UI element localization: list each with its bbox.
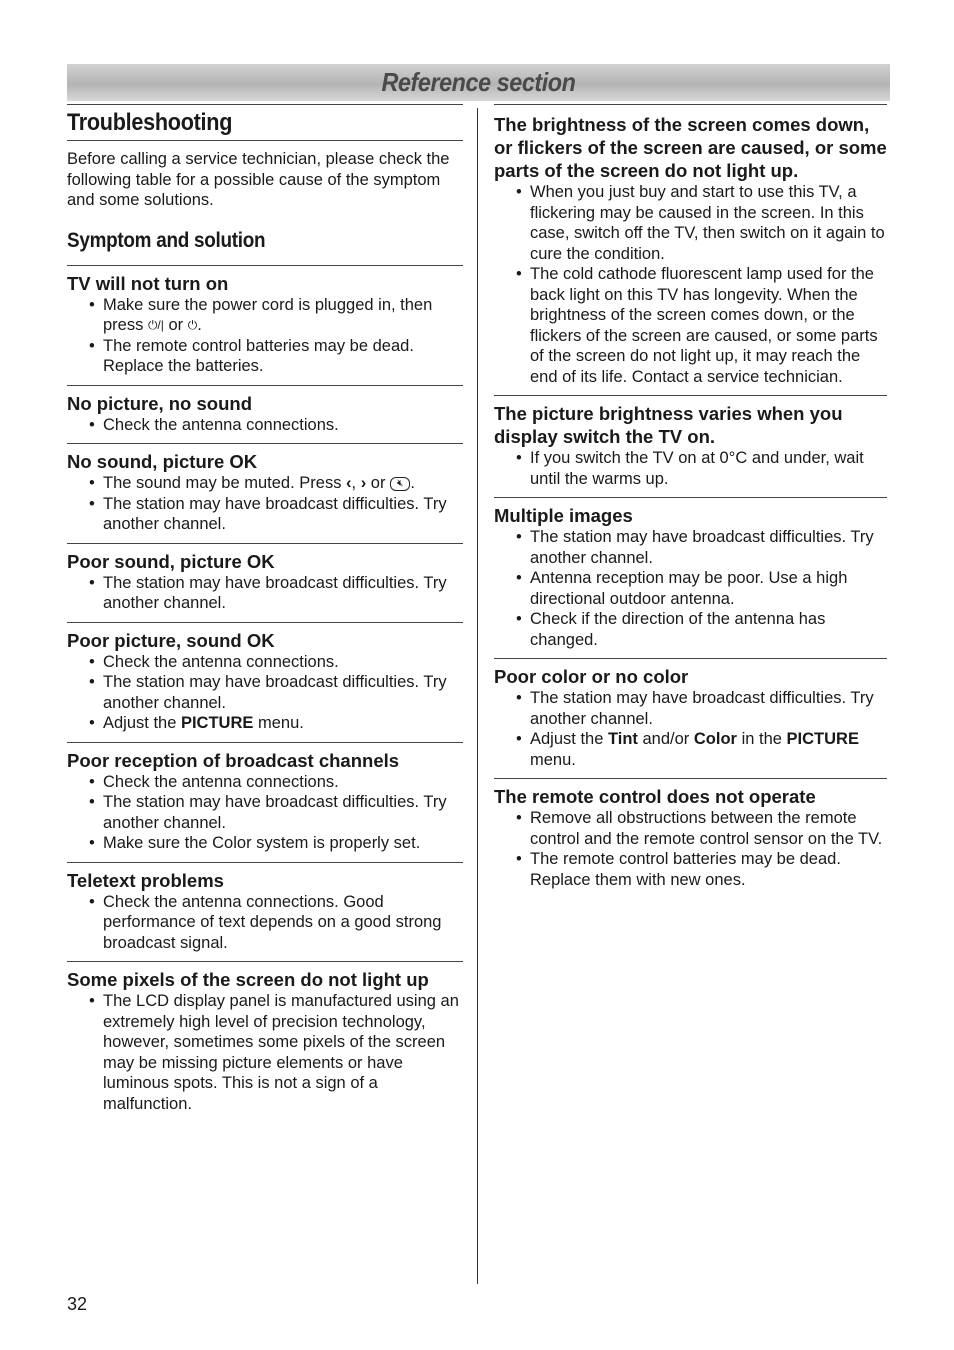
list-item: • The remote control batteries may be dead. Replace the batteries. [103, 336, 463, 377]
list-item: • Check the antenna connections. [103, 772, 463, 793]
section-title: Poor sound, picture OK [67, 550, 275, 572]
section-title: Teletext problems [67, 869, 224, 891]
section-tv-will-not-turn-on [67, 265, 463, 385]
mute-icon: 🔇︎ [390, 477, 410, 491]
section-pixels-not-lit [67, 961, 463, 1122]
list-item: • Make sure the Color system is properly set. [103, 833, 463, 854]
volume-up-icon: › [360, 474, 367, 492]
section-title: TV will not turn on [67, 272, 229, 294]
section-poor-reception [67, 742, 463, 862]
left-column [67, 104, 463, 1122]
list-item: • Antenna reception may be poor. Use a high directional outdoor antenna. [530, 568, 887, 609]
list-item: • Adjust the PICTURE menu. [103, 713, 463, 734]
section-title: The picture brightness varies when you display switch the TV on. [494, 403, 843, 447]
column-divider [477, 108, 478, 1284]
list-item: • If you switch the TV on at 0°C and under, wait until the warms up. [530, 448, 887, 489]
section-remote-not-operate [494, 778, 887, 898]
section-title: Poor color or no color [494, 666, 689, 687]
section-title: The remote control does not operate [494, 786, 816, 807]
section-poor-color [494, 658, 887, 778]
list-item: • The station may have broadcast difficulties. Try another channel. [103, 573, 463, 614]
list-item: • The station may have broadcast difficulties. Try another channel. [103, 494, 463, 535]
section-title: No sound, picture OK [67, 451, 258, 472]
list-item: • The sound may be muted. Press ‹, › or 🔇︎ . [103, 473, 463, 494]
list-item: • When you just buy and start to use this TV, a flickering may be caused in the screen. In this case, switch off the TV, then switch on it again to cure the condition. [530, 182, 887, 264]
title-rule-bottom [67, 140, 463, 141]
list-item: • The cold cathode fluorescent lamp used for the back light on this TV has longevity. When the brightness of the screen comes down, or the flickers of the screen are caused, or some parts of the screen do not light up, it may reach the end of its life. Contact a service technician. [530, 264, 887, 387]
list-item: • Check the antenna connections. [103, 415, 463, 436]
list-item: • Adjust the Tint and/or Color in the PICTURE menu. [530, 729, 887, 770]
banner-title: Reference section [381, 67, 576, 97]
list-item: • Check the antenna connections. Good performance of text depends on a good strong broadcast signal. [103, 892, 463, 954]
list-item: • The station may have broadcast difficulties. Try another channel. [530, 688, 887, 729]
section-banner [67, 64, 890, 101]
list-item: • The station may have broadcast difficulties. Try another channel. [530, 527, 887, 568]
list-item: • Check if the direction of the antenna has changed. [530, 609, 887, 650]
section-title: Poor picture, sound OK [67, 629, 275, 651]
list-item: • The station may have broadcast difficulties. Try another channel. [103, 672, 463, 713]
intro-paragraph: Before calling a service technician, please check the following table for a possible cause of the symptom and some solutions. [67, 150, 450, 209]
section-poor-sound-picture-ok [67, 543, 463, 622]
section-screen-brightness [494, 104, 887, 395]
page-number: 32 [67, 1294, 88, 1314]
list-item: • Remove all obstructions between the remote control and the remote control sensor on the TV. [530, 808, 887, 849]
section-brightness-varies [494, 395, 887, 497]
section-no-sound-picture-ok [67, 443, 463, 543]
section-teletext-problems [67, 862, 463, 962]
section-title: No picture, no sound [67, 392, 252, 414]
list-item: • The station may have broadcast difficulties. Try another channel. [103, 792, 463, 833]
section-multiple-images [494, 497, 887, 658]
volume-down-icon: ‹ [346, 474, 352, 492]
section-no-picture-no-sound [67, 385, 463, 444]
section-poor-picture-sound-ok [67, 622, 463, 742]
right-column [494, 104, 887, 898]
list-item: • The remote control batteries may be dead. Replace them with new ones. [530, 849, 887, 890]
section-title: Poor reception of broadcast channels [67, 749, 400, 771]
symptom-solution-heading: Symptom and solution [67, 228, 266, 252]
title-rule-top [67, 104, 463, 105]
section-title: Some pixels of the screen do not light up [67, 969, 429, 990]
list-item: • The LCD display panel is manufactured using an extremely high level of precision technology, however, sometimes some pixels of the screen may be missing picture elements or have luminous spots. This is not a sign of a malfunction. [103, 991, 463, 1114]
list-item: • Check the antenna connections. [103, 652, 463, 673]
section-title: The brightness of the screen comes down, or flickers of the screen are caused, or some parts of the screen do not light up. [494, 114, 887, 181]
page-title: Troubleshooting [67, 109, 233, 136]
list-item: • Make sure the power cord is plugged in, then press ⏻/| or ⏻. [103, 295, 463, 336]
power-standby-icon: ⏻/| [147, 318, 164, 332]
power-icon: ⏻ [187, 318, 198, 332]
section-title: Multiple images [494, 505, 633, 526]
